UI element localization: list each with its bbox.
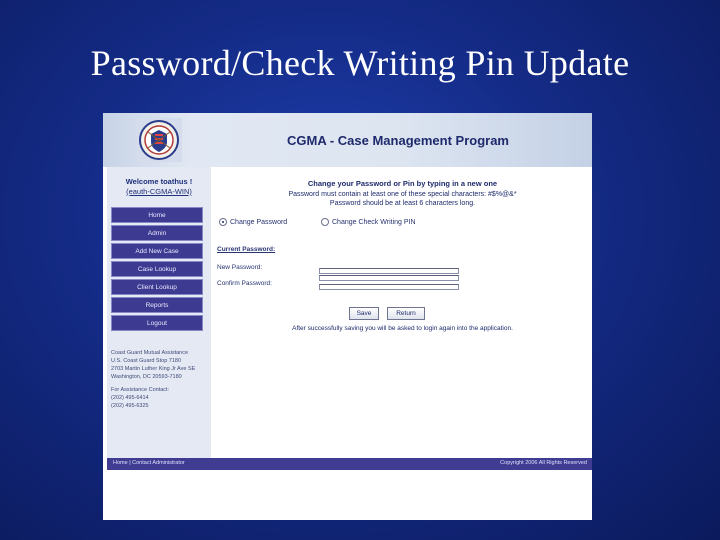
sidebar-nav <box>111 207 203 333</box>
radio-selected-icon[interactable] <box>219 218 227 226</box>
radio-change-pin[interactable] <box>321 218 416 226</box>
after-save-note: After successfully saving you will be asked to login again into the application. <box>292 325 513 332</box>
welcome-message <box>107 177 211 197</box>
welcome-user[interactable]: (eauth-CGMA-WIN) <box>126 186 192 196</box>
sidebar-item-add-new-case[interactable]: Add New Case <box>111 243 203 259</box>
current-password-label: Current Password: <box>217 246 276 253</box>
address-line: 2703 Martin Luther King Jr Ave SE <box>111 365 196 372</box>
instructions <box>213 179 592 209</box>
save-button[interactable]: Save <box>349 307 379 320</box>
address-line: U.S. Coast Guard Stop 7180 <box>111 357 182 364</box>
sidebar-item-home[interactable]: Home <box>111 207 203 223</box>
address-line: Coast Guard Mutual Assistance <box>111 350 189 356</box>
confirm-password-label: Confirm Password: <box>217 280 272 287</box>
new-password-label: New Password: <box>217 264 263 271</box>
app-title: CGMA - Case Management Program <box>286 133 509 148</box>
contact-line: (202) 495-6325 <box>111 402 149 409</box>
sidebar-item-case-lookup[interactable]: Case Lookup <box>111 261 203 277</box>
app-screenshot <box>103 113 592 520</box>
footer-copyright: Copyright 2006 All Rights Reserved <box>500 460 587 466</box>
sidebar-item-client-lookup[interactable]: Client Lookup <box>111 279 203 295</box>
instruction-title: Change your Password or Pin by typing in a new one <box>307 179 498 188</box>
coast-guard-seal-icon <box>136 118 182 162</box>
contact-address <box>111 350 205 411</box>
radio-change-password[interactable] <box>219 218 287 226</box>
footer-bar <box>107 458 592 470</box>
instruction-characters: Password must contain at least one of these special characters: #$%@&* <box>288 190 517 198</box>
sidebar-item-logout[interactable]: Logout <box>111 315 203 331</box>
radio-unselected-icon[interactable] <box>321 218 329 226</box>
slide-title: Password/Check Writing Pin Update <box>90 43 630 83</box>
radio-label: Change Password <box>230 218 288 226</box>
welcome-line: Welcome toathus ! <box>125 177 193 186</box>
return-button[interactable]: Return <box>387 307 425 320</box>
instruction-length: Password should be at least 6 characters long. <box>329 200 476 208</box>
footer-links[interactable]: Home | Contact Administrator <box>113 460 185 466</box>
sidebar-item-reports[interactable]: Reports <box>111 297 203 313</box>
confirm-password-field[interactable] <box>319 284 459 290</box>
contact-line: For Assistance Contact: <box>111 386 170 393</box>
radio-label: Change Check Writing PIN <box>332 218 416 226</box>
change-type-radio-group <box>213 218 592 232</box>
address-line: Washington, DC 20593-7180 <box>111 373 182 380</box>
new-password-field[interactable] <box>319 268 459 274</box>
new-password-field-underline[interactable] <box>319 275 459 281</box>
contact-line: (202) 495-6414 <box>111 394 149 401</box>
app-banner <box>103 113 592 167</box>
sidebar-item-admin[interactable]: Admin <box>111 225 203 241</box>
